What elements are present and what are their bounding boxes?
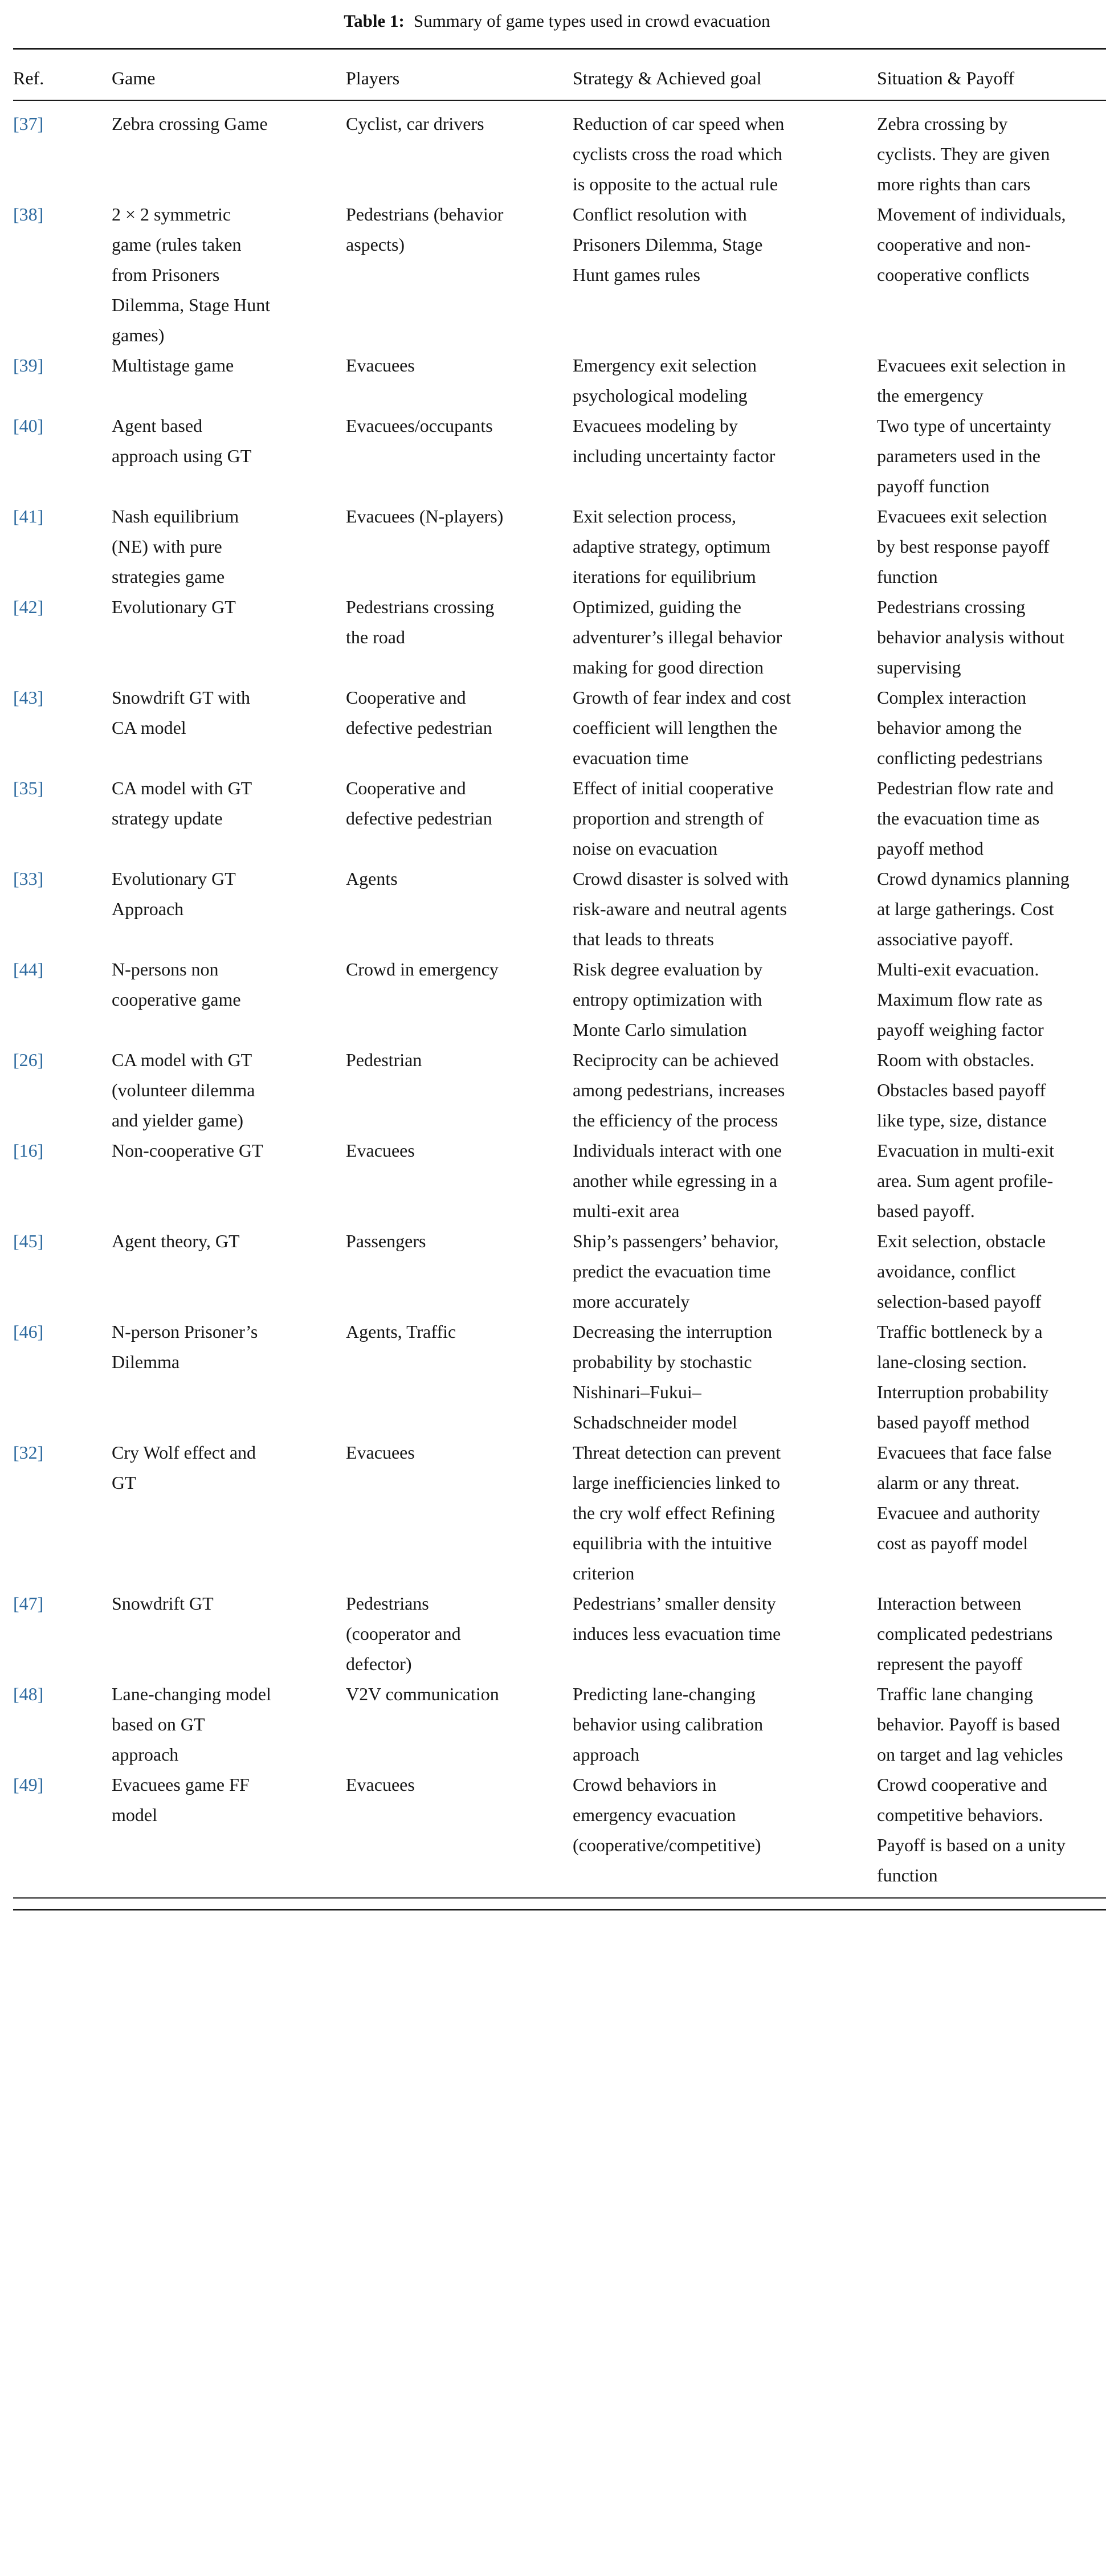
ref-citation-link[interactable]: [41] (13, 506, 44, 526)
players-cell: Agents, Traffic (346, 1321, 456, 1342)
game-cell: Lane-changing model based on GT approach (112, 1684, 271, 1765)
ref-cell (13, 1679, 112, 1770)
players-cell: Evacuees (346, 1442, 415, 1463)
table-header (13, 49, 1106, 101)
table-caption-label: Table 1: (344, 11, 405, 31)
players-cell: Pedestrians (behavior aspects) (346, 204, 504, 255)
table-row (13, 411, 1106, 501)
ref-cell (13, 501, 112, 592)
strategy-cell: Reduction of car speed when cyclists cross the road which is opposite to the actual rule (573, 113, 785, 194)
players-cell: Evacuees (N-players) (346, 506, 504, 526)
game-types-table (13, 48, 1106, 1899)
ref-cell (13, 1136, 112, 1226)
situation-cell: Multi-exit evacuation. Maximum flow rate as payoff weighing factor (877, 959, 1044, 1040)
players-cell: Evacuees (346, 1774, 415, 1795)
table-row (13, 1679, 1106, 1770)
ref-cell (13, 1438, 112, 1589)
strategy-cell: Predicting lane-changing behavior using calibration approach (573, 1684, 764, 1765)
strategy-cell: Emergency exit selection psychological modeling (573, 355, 757, 406)
game-cell: Non-cooperative GT (112, 1140, 263, 1161)
strategy-cell: Ship’s passengers’ behavior, predict the evacuation time more accurately (573, 1231, 779, 1312)
players-cell: Cooperative and defective pedestrian (346, 778, 492, 828)
header-players: Players (346, 49, 573, 101)
header-situation: Situation & Payoff (877, 49, 1106, 101)
situation-cell: Interaction between complicated pedestrians represent the payoff (877, 1593, 1053, 1674)
situation-cell: Exit selection, obstacle avoidance, conflict selection-based payoff (877, 1231, 1046, 1312)
game-cell: CA model with GT (volunteer dilemma and yielder game) (112, 1050, 255, 1130)
table-caption-text: Summary of game types used in crowd evacuation (413, 11, 770, 31)
ref-citation-link[interactable]: [32] (13, 1442, 44, 1463)
game-cell: CA model with GT strategy update (112, 778, 252, 828)
situation-cell: Evacuees that face false alarm or any threat. Evacuee and authority cost as payoff model (877, 1442, 1052, 1553)
ref-cell (13, 1317, 112, 1438)
table-row (13, 100, 1106, 199)
game-cell: Snowdrift GT with CA model (112, 687, 250, 738)
header-game: Game (112, 49, 346, 101)
situation-cell: Room with obstacles. Obstacles based payoff like type, size, distance (877, 1050, 1047, 1130)
table-row (13, 1136, 1106, 1226)
ref-citation-link[interactable]: [44] (13, 959, 44, 979)
table-row (13, 1045, 1106, 1136)
situation-cell: Evacuees exit selection in the emergency (877, 355, 1066, 406)
players-cell: Pedestrians (cooperator and defector) (346, 1593, 461, 1674)
situation-cell: Two type of uncertainty parameters used in the payoff function (877, 415, 1052, 496)
situation-cell: Crowd cooperative and competitive behaviors. Payoff is based on a unity function (877, 1774, 1066, 1885)
ref-cell (13, 1045, 112, 1136)
game-cell: Evolutionary GT (112, 597, 236, 617)
situation-cell: Pedestrian flow rate and the evacuation time as payoff method (877, 778, 1054, 859)
situation-cell: Complex interaction behavior among the conflicting pedestrians (877, 687, 1043, 768)
ref-cell (13, 954, 112, 1045)
table-bottom-rule (13, 1909, 1106, 1910)
ref-citation-link[interactable]: [40] (13, 415, 44, 436)
table-row (13, 954, 1106, 1045)
table-row (13, 1226, 1106, 1317)
table-caption (0, 9, 1114, 33)
situation-cell: Crowd dynamics planning at large gatherings. Cost associative payoff. (877, 868, 1070, 949)
ref-cell (13, 199, 112, 350)
ref-cell (13, 683, 112, 773)
ref-citation-link[interactable]: [47] (13, 1593, 44, 1614)
strategy-cell: Effect of initial cooperative proportion and strength of noise on evacuation (573, 778, 774, 859)
strategy-cell: Crowd disaster is solved with risk-aware and neutral agents that leads to threats (573, 868, 789, 949)
ref-cell (13, 411, 112, 501)
game-cell: N-persons non cooperative game (112, 959, 241, 1010)
game-cell: Evolutionary GT Approach (112, 868, 236, 919)
strategy-cell: Risk degree evaluation by entropy optimization with Monte Carlo simulation (573, 959, 763, 1040)
ref-cell (13, 1770, 112, 1898)
strategy-cell: Decreasing the interruption probability by stochastic Nishinari–Fukui–Schadschneider model (573, 1321, 773, 1432)
game-cell: Multistage game (112, 355, 234, 375)
table-row (13, 592, 1106, 683)
ref-citation-link[interactable]: [43] (13, 687, 44, 708)
ref-cell (13, 1226, 112, 1317)
situation-cell: Traffic lane changing behavior. Payoff is based on target and lag vehicles (877, 1684, 1063, 1765)
game-cell: Agent based approach using GT (112, 415, 252, 466)
game-cell: Evacuees game FF model (112, 1774, 250, 1825)
header-strategy: Strategy & Achieved goal (573, 49, 877, 101)
table-row (13, 1438, 1106, 1589)
players-cell: Agents (346, 868, 398, 889)
ref-citation-link[interactable]: [35] (13, 778, 44, 798)
situation-cell: Traffic bottleneck by a lane-closing section. Interruption probability based payoff method (877, 1321, 1049, 1432)
header-row (13, 49, 1106, 101)
game-cell: Cry Wolf effect and GT (112, 1442, 256, 1493)
ref-citation-link[interactable]: [46] (13, 1321, 44, 1342)
players-cell: Evacuees (346, 1140, 415, 1161)
table-row (13, 501, 1106, 592)
table-row (13, 683, 1106, 773)
table-row (13, 1317, 1106, 1438)
ref-cell (13, 773, 112, 864)
situation-cell: Movement of individuals, cooperative and non-cooperative conflicts (877, 204, 1066, 285)
table-row (13, 1589, 1106, 1679)
ref-citation-link[interactable]: [16] (13, 1140, 44, 1161)
strategy-cell: Growth of fear index and cost coefficient will lengthen the evacuation time (573, 687, 791, 768)
ref-citation-link[interactable]: [33] (13, 868, 44, 889)
ref-citation-link[interactable]: [38] (13, 204, 44, 224)
situation-cell: Pedestrians crossing behavior analysis without supervising (877, 597, 1064, 677)
players-cell: Pedestrians crossing the road (346, 597, 495, 647)
strategy-cell: Crowd behaviors in emergency evacuation (cooperative/competitive) (573, 1774, 761, 1855)
game-cell: Snowdrift GT (112, 1593, 214, 1614)
game-cell: Agent theory, GT (112, 1231, 240, 1251)
players-cell: Passengers (346, 1231, 426, 1251)
players-cell: Cyclist, car drivers (346, 113, 484, 134)
table-row (13, 199, 1106, 350)
ref-citation-link[interactable]: [39] (13, 355, 44, 375)
players-cell: V2V communication (346, 1684, 499, 1704)
header-ref: Ref. (13, 49, 112, 101)
game-cell: Zebra crossing Game (112, 113, 268, 134)
strategy-cell: Pedestrians’ smaller density induces less evacuation time (573, 1593, 781, 1644)
situation-cell: Evacuees exit selection by best response payoff function (877, 506, 1050, 587)
table-row (13, 864, 1106, 954)
players-cell: Evacuees/occupants (346, 415, 493, 436)
table-row (13, 1770, 1106, 1898)
ref-cell (13, 350, 112, 411)
ref-citation-link[interactable]: [48] (13, 1684, 44, 1704)
strategy-cell: Conflict resolution with Prisoners Dilemma, Stage Hunt games rules (573, 204, 763, 285)
players-cell: Evacuees (346, 355, 415, 375)
ref-citation-link[interactable]: [45] (13, 1231, 44, 1251)
ref-cell (13, 1589, 112, 1679)
strategy-cell: Threat detection can prevent large inefficiencies linked to the cry wolf effect Refining equilibria with the intuitive criterion (573, 1442, 781, 1583)
table-row (13, 773, 1106, 864)
players-cell: Pedestrian (346, 1050, 422, 1070)
situation-cell: Zebra crossing by cyclists. They are given more rights than cars (877, 113, 1050, 194)
players-cell: Cooperative and defective pedestrian (346, 687, 492, 738)
ref-citation-link[interactable]: [37] (13, 113, 44, 134)
game-cell: Nash equilibrium (NE) with pure strategies game (112, 506, 239, 587)
ref-citation-link[interactable]: [49] (13, 1774, 44, 1795)
table-body (13, 100, 1106, 1898)
ref-cell (13, 592, 112, 683)
ref-cell (13, 864, 112, 954)
game-cell: 2 × 2 symmetric game (rules taken from Prisoners Dilemma, Stage Hunt games) (112, 204, 271, 345)
situation-cell: Evacuation in multi-exit area. Sum agent profile-based payoff. (877, 1140, 1055, 1221)
ref-citation-link[interactable]: [42] (13, 597, 44, 617)
ref-cell (13, 100, 112, 199)
strategy-cell: Evacuees modeling by including uncertainty factor (573, 415, 776, 466)
strategy-cell: Exit selection process, adaptive strategy, optimum iterations for equilibrium (573, 506, 771, 587)
strategy-cell: Optimized, guiding the adventurer’s illegal behavior making for good direction (573, 597, 782, 677)
players-cell: Crowd in emergency (346, 959, 499, 979)
strategy-cell: Individuals interact with one another while egressing in a multi-exit area (573, 1140, 782, 1221)
ref-citation-link[interactable]: [26] (13, 1050, 44, 1070)
game-cell: N-person Prisoner’s Dilemma (112, 1321, 258, 1372)
strategy-cell: Reciprocity can be achieved among pedestrians, increases the efficiency of the process (573, 1050, 785, 1130)
table-row (13, 350, 1106, 411)
